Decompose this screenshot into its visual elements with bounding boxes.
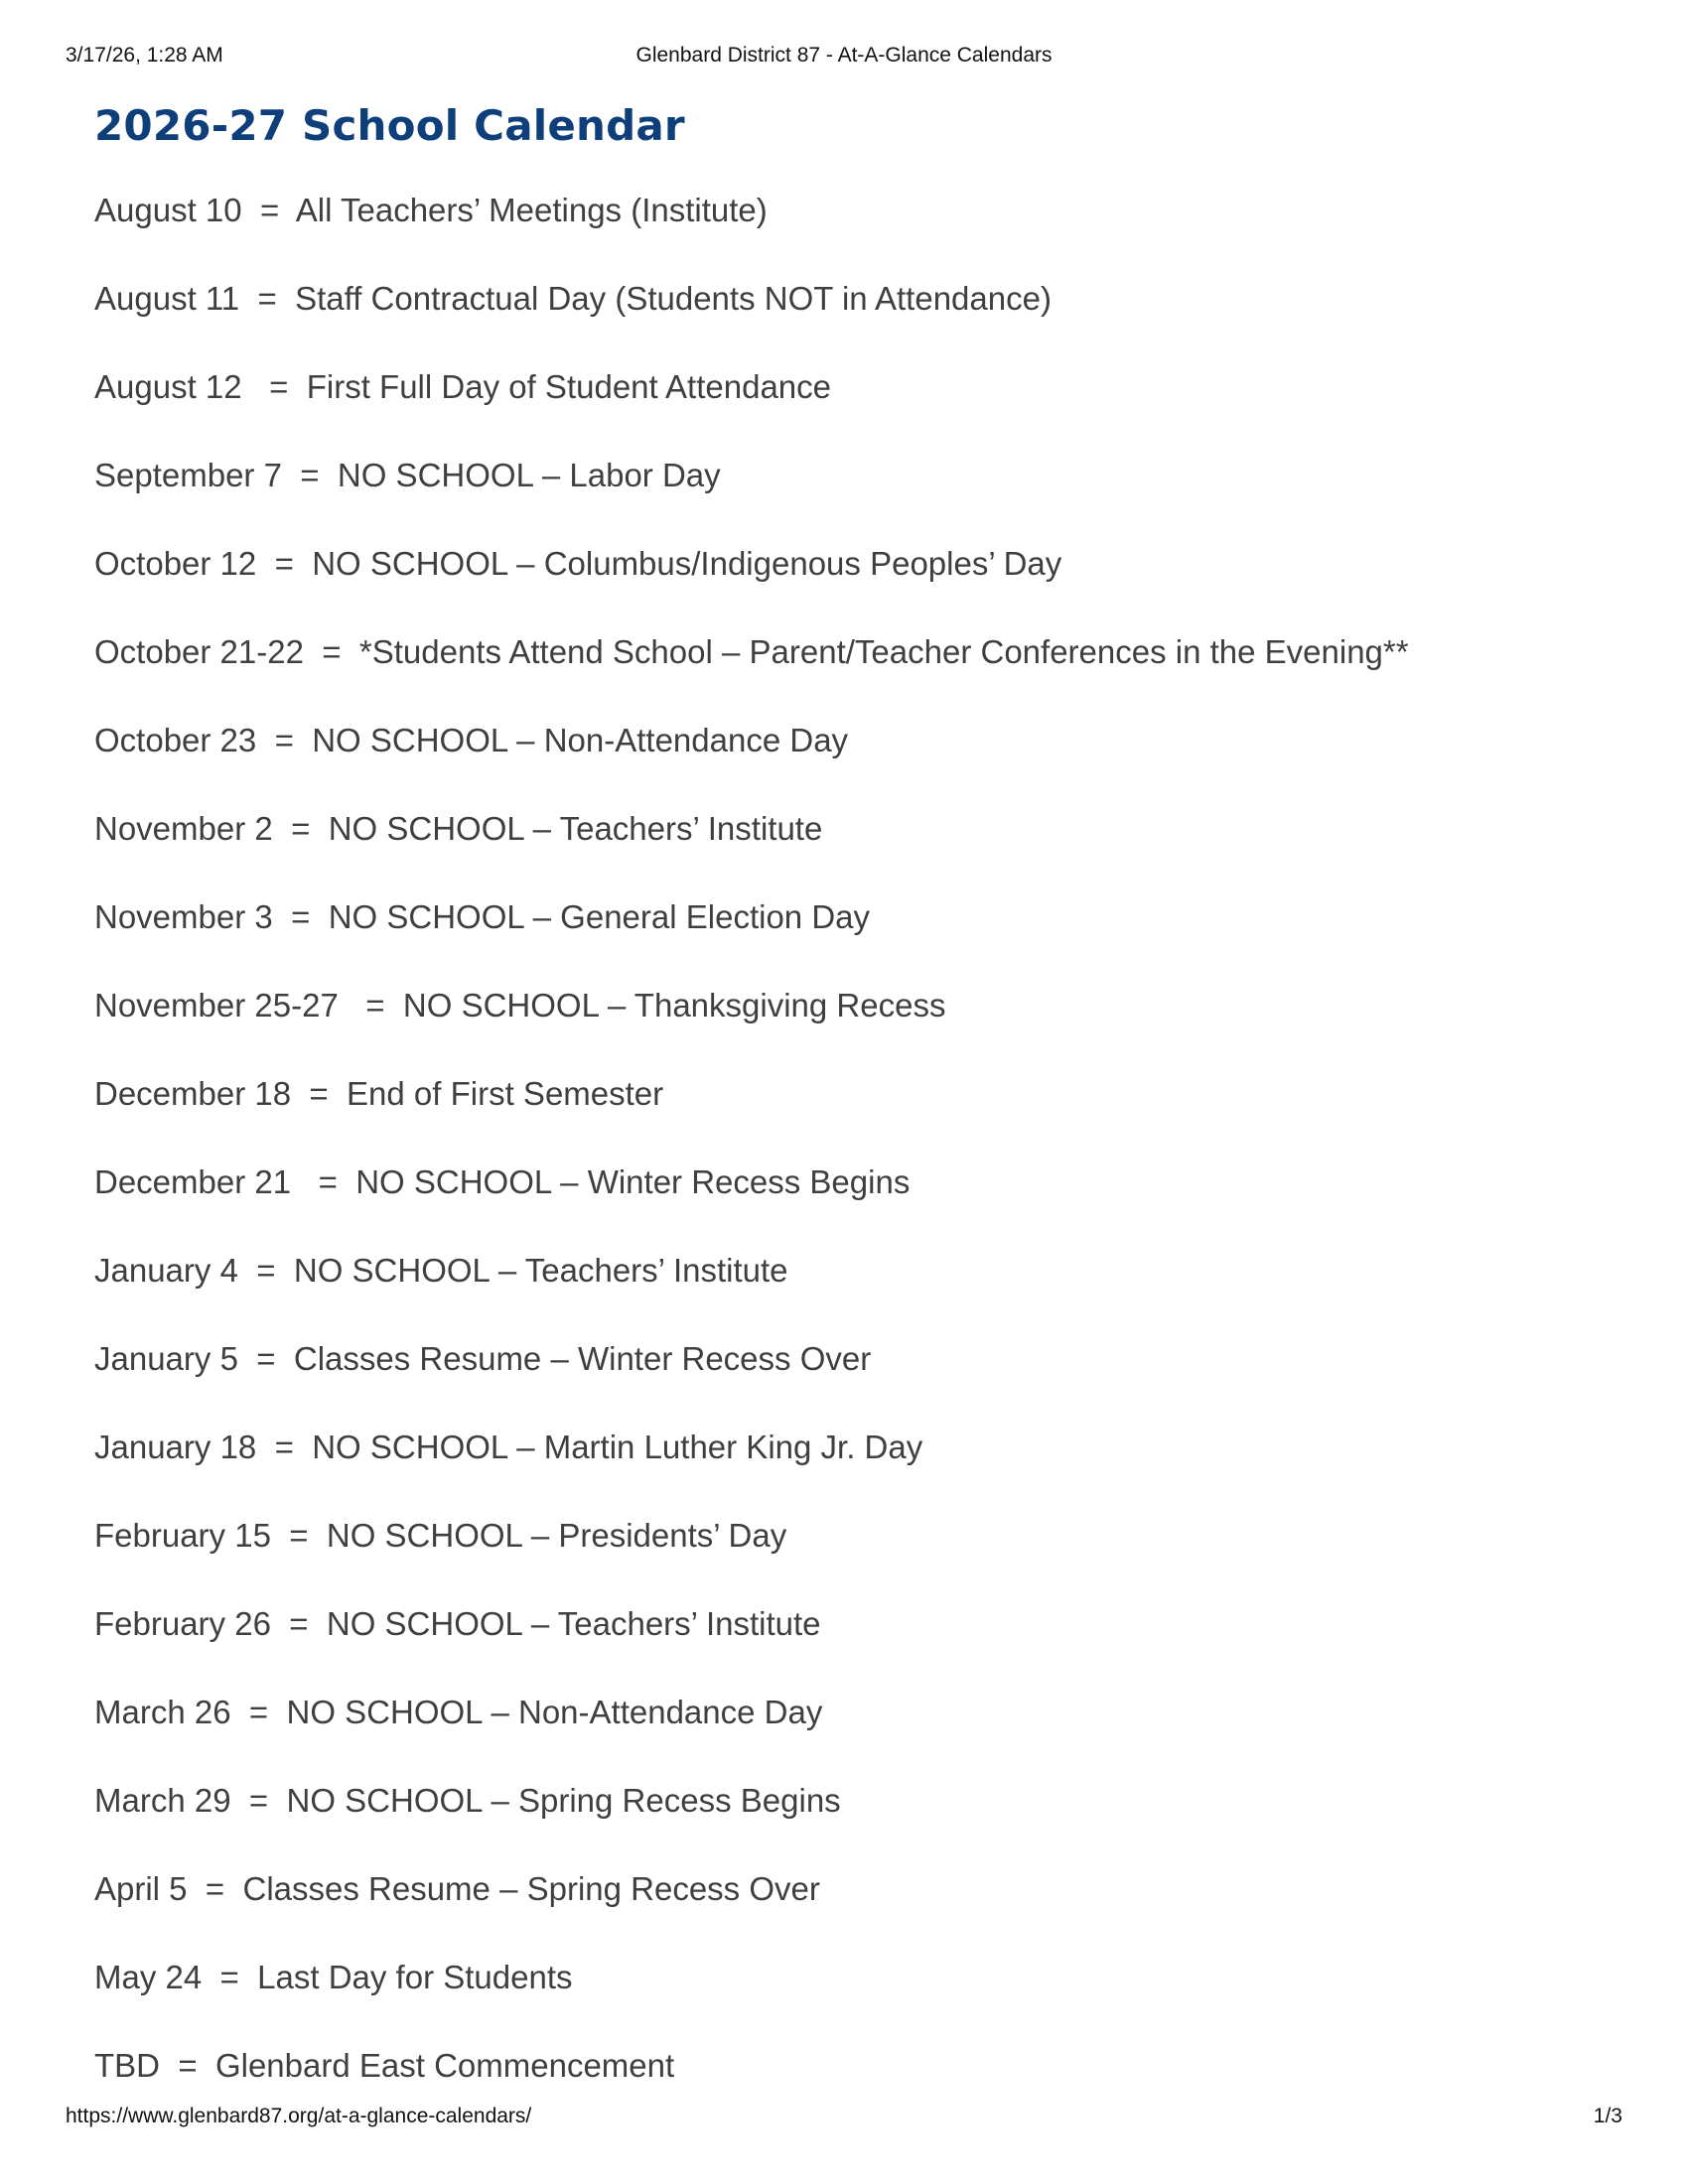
print-datetime: 3/17/26, 1:28 AM: [66, 44, 223, 67]
calendar-entry: November 3 = NO SCHOOL – General Election Day: [94, 898, 871, 935]
print-page-title: Glenbard District 87 - At-A-Glance Calendars: [635, 44, 1053, 67]
calendar-entry: March 26 = NO SCHOOL – Non-Attendance Day: [94, 1694, 823, 1730]
calendar-entry: November 25-27 = NO SCHOOL – Thanksgiving Recess: [94, 987, 946, 1024]
calendar-entry: December 18 = End of First Semester: [94, 1075, 664, 1112]
calendar-entry: March 29 = NO SCHOOL – Spring Recess Begins: [94, 1782, 841, 1819]
calendar-entry: August 11 = Staff Contractual Day (Students NOT in Attendance): [94, 280, 1052, 317]
calendar-entry: TBD = Glenbard East Commencement: [94, 2047, 675, 2084]
calendar-entry: November 2 = NO SCHOOL – Teachers’ Institute: [94, 810, 823, 847]
calendar-entry: August 12 = First Full Day of Student Attendance: [94, 368, 832, 405]
calendar-entry: August 10 = All Teachers’ Meetings (Institute): [94, 192, 768, 228]
calendar-list: [94, 187, 1604, 2130]
calendar-entry: December 21 = NO SCHOOL – Winter Recess Begins: [94, 1163, 911, 1200]
calendar-entry: April 5 = Classes Resume – Spring Recess Over: [94, 1870, 820, 1907]
print-url: https://www.glenbard87.org/at-a-glance-calendars/: [66, 2105, 532, 2127]
print-header: [66, 44, 1622, 68]
calendar-entry: January 18 = NO SCHOOL – Martin Luther King Jr. Day: [94, 1429, 923, 1465]
calendar-title: 2026-27 School Calendar: [94, 101, 685, 150]
calendar-entry: February 26 = NO SCHOOL – Teachers’ Institute: [94, 1605, 821, 1642]
print-page-number: 1/3: [1593, 2105, 1622, 2127]
calendar-entry: May 24 = Last Day for Students: [94, 1959, 573, 1995]
calendar-entry: October 23 = NO SCHOOL – Non-Attendance Day: [94, 722, 849, 758]
calendar-entry: October 21-22 = *Students Attend School – Parent/Teacher Conferences in the Evening**: [94, 633, 1409, 670]
calendar-entry: October 12 = NO SCHOOL – Columbus/Indigenous Peoples’ Day: [94, 545, 1062, 582]
print-footer: [66, 2105, 1622, 2128]
calendar-entry: September 7 = NO SCHOOL – Labor Day: [94, 457, 721, 493]
calendar-entry: January 5 = Classes Resume – Winter Recess Over: [94, 1340, 872, 1377]
calendar-entry: February 15 = NO SCHOOL – Presidents’ Day: [94, 1517, 787, 1554]
calendar-entry: January 4 = NO SCHOOL – Teachers’ Institute: [94, 1252, 788, 1289]
